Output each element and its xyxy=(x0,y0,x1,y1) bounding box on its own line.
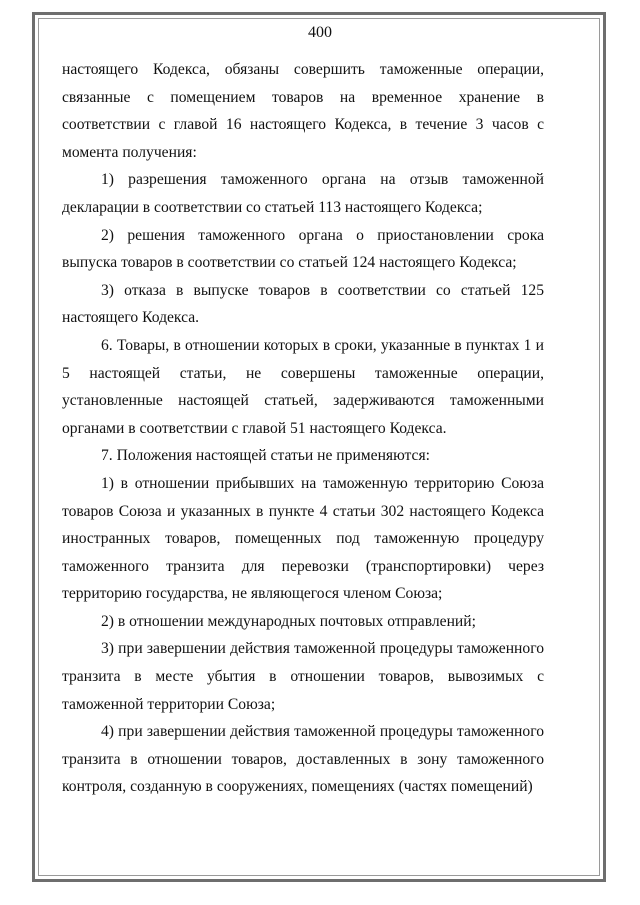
paragraph: 7. Положения настоящей статьи не применяются: xyxy=(101,447,430,465)
paragraph: 3) при завершении действия таможенной процедуры таможенного транзита в месте убытия в отношении товаров, вывозимых с таможенной территории Союза; xyxy=(62,640,544,713)
paragraph: 3) отказа в выпуске товаров в соответствии со статьей 125 настоящего Кодекса. xyxy=(62,281,544,327)
paragraph: 1) в отношении прибывших на таможенную территорию Союза товаров Союза и указанных в пункте 4 статьи 302 настоящего Кодекса иностранных товаров, помещенных под таможенную процедуру таможенного транзита для перевозки (транспортировки) через территорию государства, не являющегося членом Союза; xyxy=(62,474,544,603)
document-body xyxy=(62,56,544,801)
paragraph: настоящего Кодекса, обязаны совершить таможенные операции, связанные с помещением товаров на временное хранение в соответствии с главой 16 настоящего Кодекса, в течение 3 часов с момента получения: xyxy=(62,61,544,161)
paragraph: 2) решения таможенного органа о приостановлении срока выпуска товаров в соответствии со статьей 124 настоящего Кодекса; xyxy=(62,226,544,272)
paragraph: 1) разрешения таможенного органа на отзыв таможенной декларации в соответствии со статьей 113 настоящего Кодекса; xyxy=(62,171,544,216)
page-number: 400 xyxy=(308,24,332,41)
paragraph: 2) в отношении международных почтовых отправлений; xyxy=(101,612,476,630)
paragraph: 6. Товары, в отношении которых в сроки, указанные в пунктах 1 и 5 настоящей статьи, не совершены таможенные операции, установленные настоящей статьей, задерживаются таможенными органами в соответствии с главой 51 настоящего Кодекса. xyxy=(62,336,544,437)
paragraph: 4) при завершении действия таможенной процедуры таможенного транзита в отношении товаров, доставленных в зону таможенного контроля, созданную в сооружениях, помещениях (частях помещений) xyxy=(62,723,544,796)
